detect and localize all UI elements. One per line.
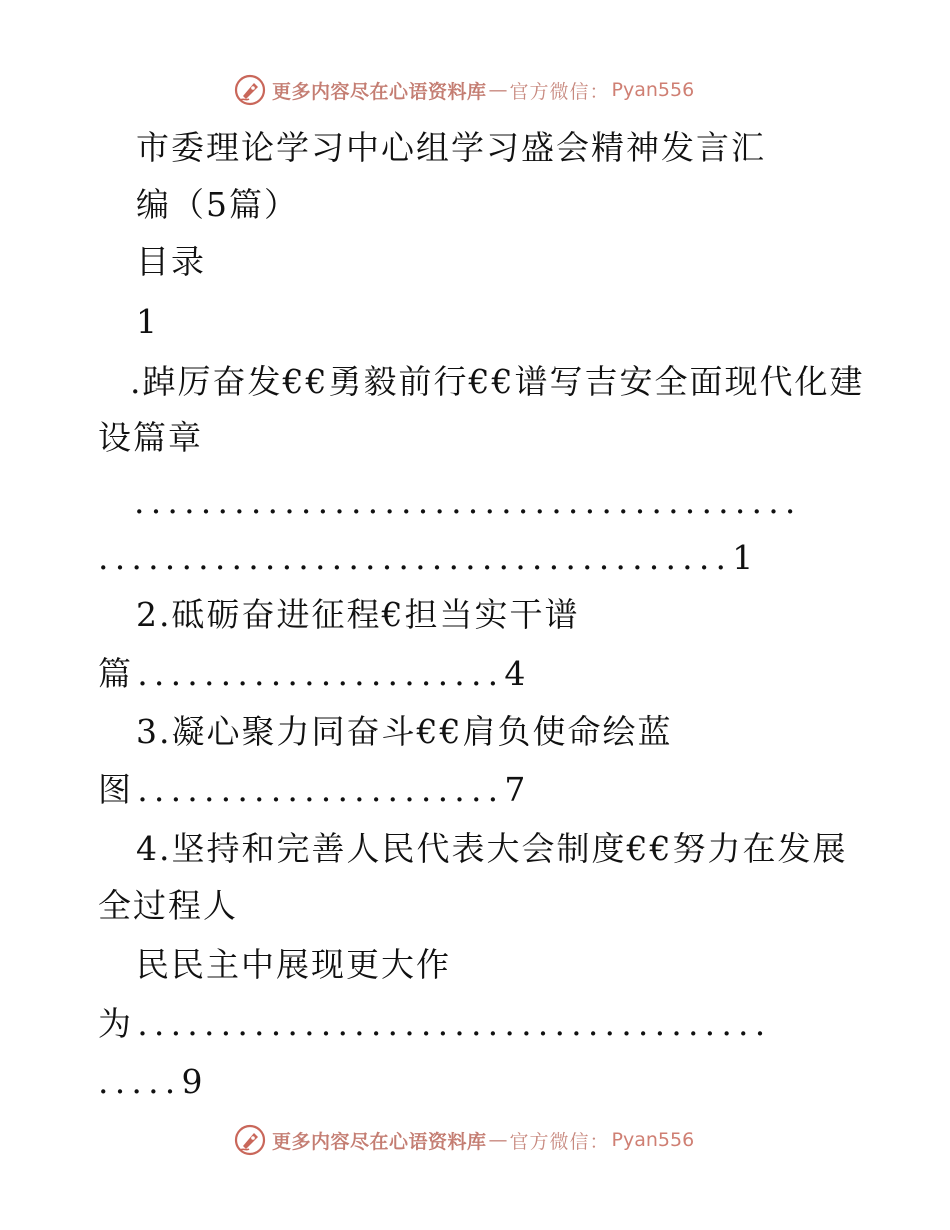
pen-nib-circle-icon xyxy=(234,1124,266,1156)
toc-item4-tail-b: .....9 xyxy=(98,1062,209,1101)
watermark-header xyxy=(234,72,694,108)
toc-item3-tail: 图......................7 xyxy=(98,770,532,809)
toc-item4-title-c: 民民主中展现更大作 xyxy=(136,945,451,984)
pen-nib-circle-icon xyxy=(234,74,266,106)
watermark-wechat-id: Pyan556 xyxy=(611,79,695,101)
toc-item4-title-a: 4.坚持和完善人民代表大会制度€€努力在发展 xyxy=(136,829,848,868)
document-title-line1: 市委理论学习中心组学习盛会精神发言汇 xyxy=(136,128,766,167)
watermark-official-label: 官方微信： xyxy=(509,1130,610,1153)
toc-item1-number: 1 xyxy=(136,302,159,341)
toc-item4-title-b: 全过程人 xyxy=(98,886,238,925)
toc-heading: 目录 xyxy=(136,242,206,281)
watermark-official-label: 官方微信： xyxy=(509,80,610,103)
toc-item1-leader-a: ........................................ xyxy=(134,482,802,521)
watermark-site-name: 更多内容尽在心语资料库 xyxy=(272,80,487,103)
toc-item1-title-a: .踔厉奋发€€勇毅前行€€谱写吉安全面现代化建 xyxy=(130,362,865,401)
watermark-site-name: 更多内容尽在心语资料库 xyxy=(272,1130,487,1153)
toc-item1-leader-b: ......................................1 xyxy=(98,538,760,577)
toc-item2-title: 2.砥砺奋进征程€担当实干谱 xyxy=(136,595,580,634)
toc-item3-title: 3.凝心聚力同奋斗€€肩负使命绘蓝 xyxy=(136,712,673,751)
watermark-footer xyxy=(234,1122,694,1158)
toc-item4-tail-a: 为...................................... xyxy=(98,1004,772,1043)
watermark-dash: — xyxy=(488,1129,508,1151)
toc-item1-title-b: 设篇章 xyxy=(98,418,203,457)
watermark-wechat-id: Pyan556 xyxy=(611,1129,695,1151)
document-title-line2: 编（5篇） xyxy=(136,185,299,224)
toc-item2-tail: 篇......................4 xyxy=(98,654,532,693)
watermark-dash: — xyxy=(488,79,508,101)
